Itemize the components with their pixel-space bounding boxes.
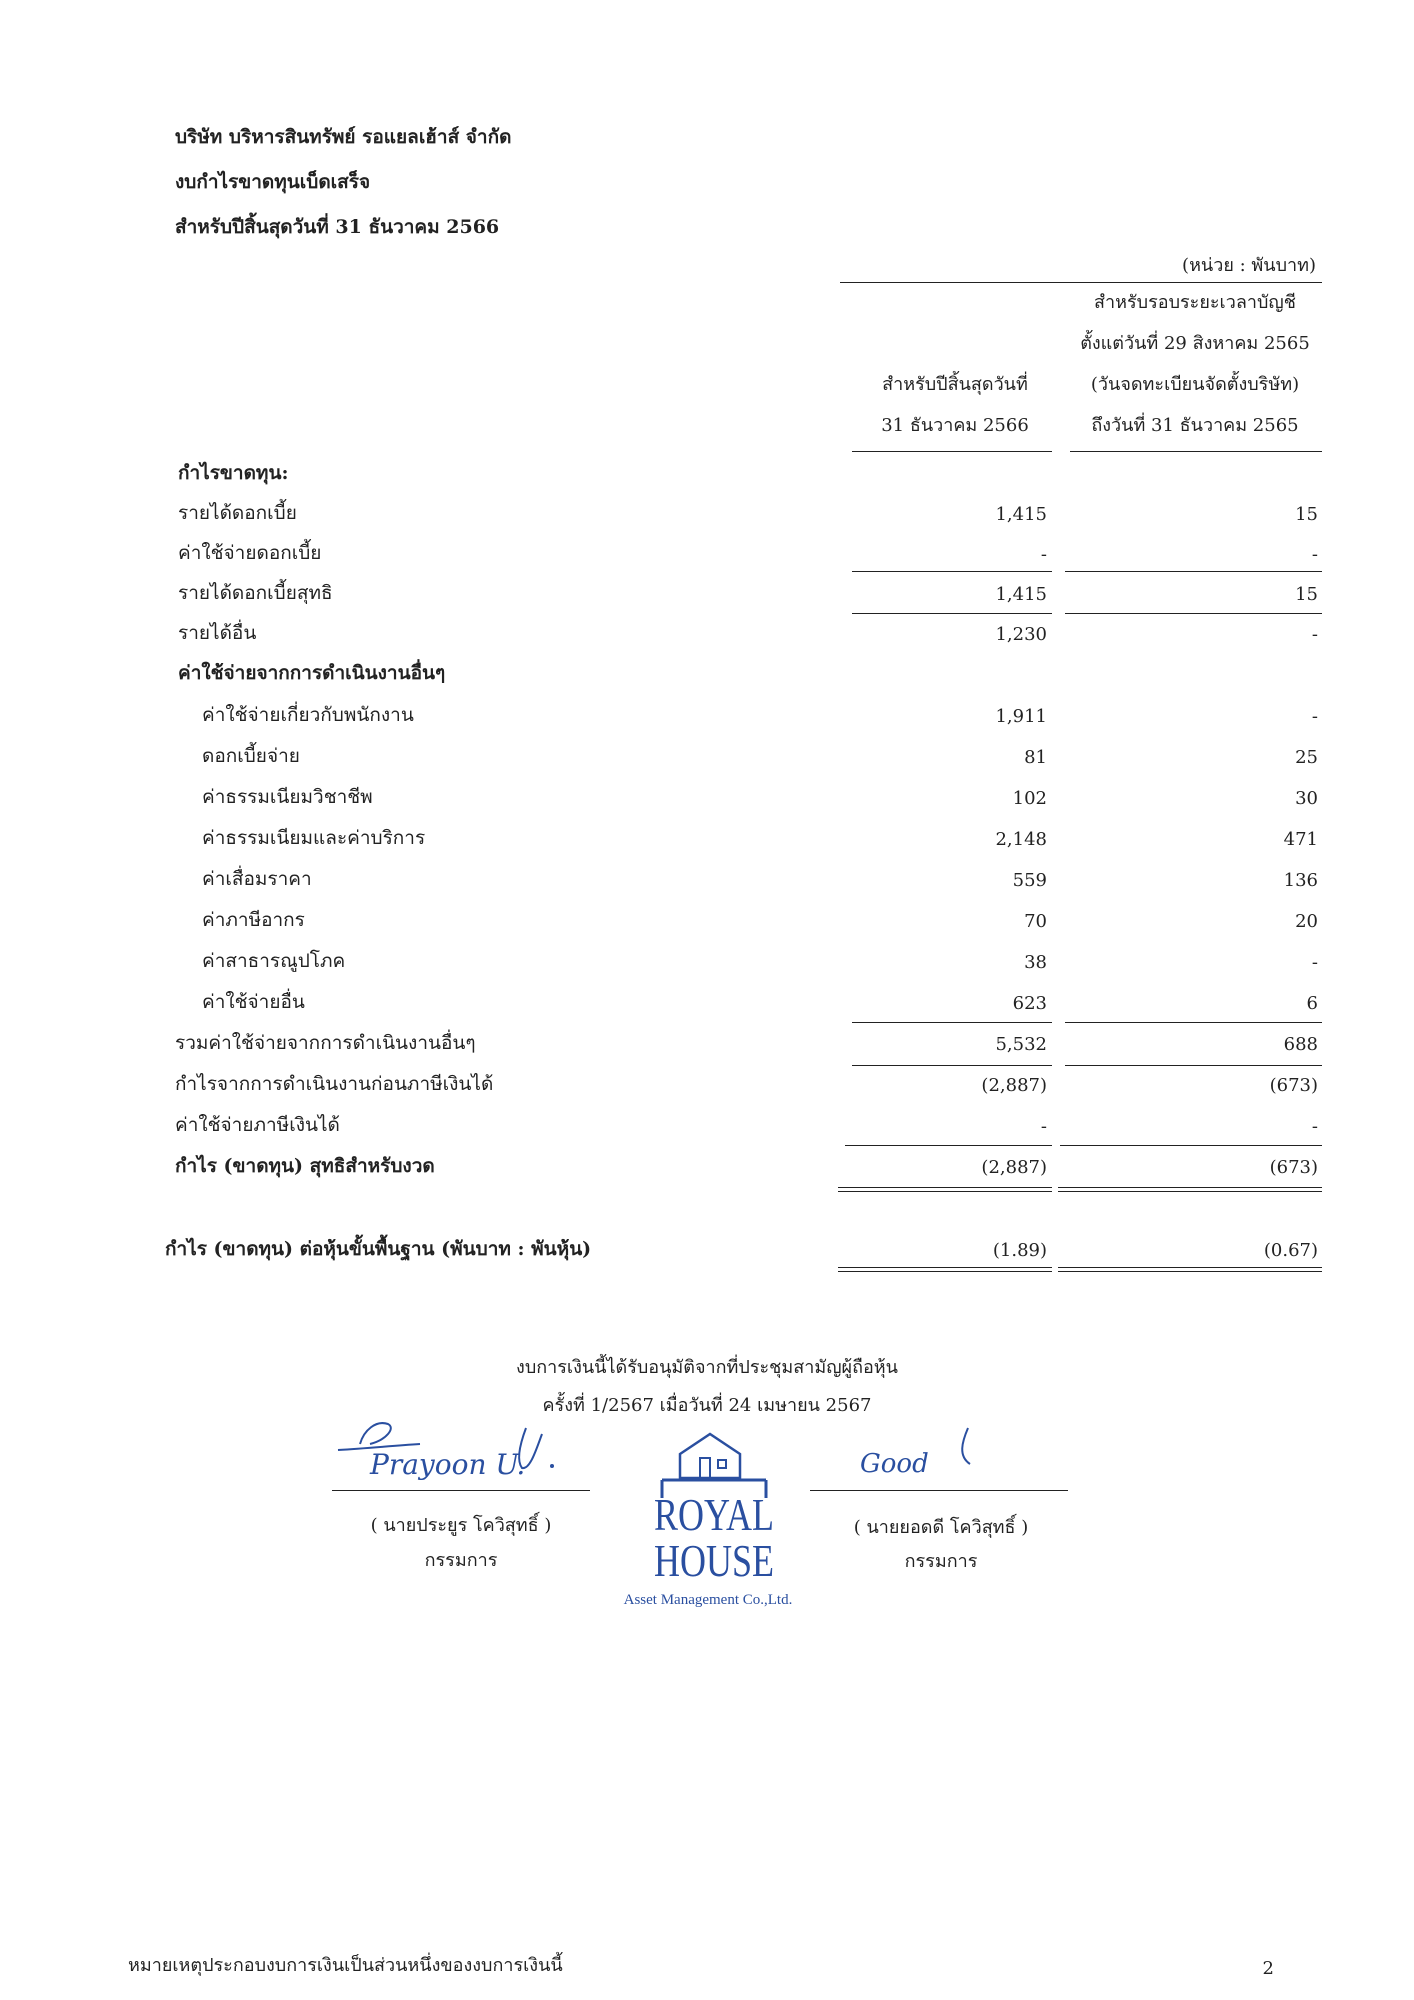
subtotal-rule <box>852 613 1052 614</box>
row-value-2566: 102 <box>1012 788 1047 809</box>
row-value-2565: - <box>1311 706 1318 727</box>
row-value-2565: - <box>1311 544 1318 565</box>
signature-left-title: กรรมการ <box>424 1550 498 1571</box>
statement-period: สำหรับปีสิ้นสุดวันที่ 31 ธันวาคม 2566 <box>175 216 500 238</box>
row-label: ค่าภาษีอากร <box>202 909 305 931</box>
row-profit-loss-heading <box>0 458 1414 498</box>
row-value-2566: - <box>1040 1116 1047 1137</box>
logo-line1: ROYAL <box>654 1489 774 1540</box>
row-label: รายได้ดอกเบี้ย <box>178 502 297 524</box>
row-value-2565: 25 <box>1295 747 1318 768</box>
signature-right <box>850 1420 1000 1490</box>
row-other-income <box>0 618 1414 658</box>
statement-title: งบกำไรขาดทุนเบ็ดเสร็จ <box>175 171 371 193</box>
subtotal-rule <box>852 1022 1052 1023</box>
company-name: บริษัท บริหารสินทรัพย์ รอแยลเฮ้าส์ จำกัด <box>175 126 512 148</box>
subtotal-rule <box>1065 1065 1322 1066</box>
row-value-2566: 1,415 <box>995 584 1047 605</box>
row-label: ค่าใช้จ่ายอื่น <box>202 991 305 1013</box>
row-label: ค่าธรรมเนียมวิชาชีพ <box>202 786 373 808</box>
row-value-2566: 2,148 <box>995 829 1047 850</box>
signature-left-name: ( นายประยูร โควิสุทธิ์ ) <box>370 1515 552 1536</box>
subtotal-rule <box>852 571 1052 572</box>
row-value-2565: - <box>1311 952 1318 973</box>
row-value-2566: 70 <box>1024 911 1047 932</box>
column-header-2-line1: สำหรับรอบระยะเวลาบัญชี <box>1094 292 1296 313</box>
row-value-2565: (0.67) <box>1263 1240 1318 1261</box>
signature-right-name: ( นายยอดดี โควิสุทธิ์ ) <box>853 1517 1029 1538</box>
row-interest-income <box>0 498 1414 538</box>
column-header-2-line3: (วันจดทะเบียนจัดตั้งบริษัท) <box>1090 374 1300 395</box>
row-value-2565: (673) <box>1269 1157 1318 1178</box>
row-label: ค่าเสื่อมราคา <box>202 868 312 890</box>
row-value-2565: - <box>1311 1116 1318 1137</box>
column-header-1-line1: สำหรับปีสิ้นสุดวันที่ <box>882 374 1028 395</box>
row-label: ค่าใช้จ่ายเกี่ยวกับพนักงาน <box>202 704 414 726</box>
eps-double-rule <box>1058 1267 1322 1272</box>
row-label: กำไรจากการดำเนินงานก่อนภาษีเงินได้ <box>175 1073 494 1095</box>
row-value-2565: 136 <box>1283 870 1318 891</box>
row-value-2566: - <box>1040 544 1047 565</box>
row-value-2566: 623 <box>1012 993 1047 1014</box>
column-header-1 <box>850 364 1060 446</box>
logo-line2: HOUSE <box>654 1535 774 1586</box>
row-value-2565: (673) <box>1269 1075 1318 1096</box>
row-value-2565: 30 <box>1295 788 1318 809</box>
row-income-tax-expense <box>0 1110 1414 1150</box>
row-value-2566: 5,532 <box>995 1034 1047 1055</box>
footer-note: หมายเหตุประกอบงบการเงินเป็นส่วนหนึ่งของงบการเงินนี้ <box>128 1955 563 1976</box>
row-label: รวมค่าใช้จ่ายจากการดำเนินงานอื่นๆ <box>175 1032 476 1054</box>
total-double-rule <box>1058 1187 1322 1192</box>
approval-line-2: ครั้งที่ 1/2567 เมื่อวันที่ 24 เมษายน 2567 <box>542 1395 872 1416</box>
row-value-2565: 471 <box>1283 829 1318 850</box>
column-header-2-line2: ตั้งแต่วันที่ 29 สิงหาคม 2565 <box>1080 333 1310 354</box>
row-value-2565: 688 <box>1283 1034 1318 1055</box>
row-interest-expense <box>0 538 1414 578</box>
total-double-rule <box>838 1187 1052 1192</box>
row-value-2566: (1.89) <box>992 1240 1047 1261</box>
row-label: กำไร (ขาดทุน) ต่อหุ้นขั้นพื้นฐาน (พันบาท : พันหุ้น) <box>165 1238 592 1260</box>
row-value-2566: 81 <box>1024 747 1047 768</box>
row-fees-and-services <box>0 823 1414 863</box>
row-value-2566: (2,887) <box>981 1075 1047 1096</box>
unit-label: (หน่วย : พันบาท) <box>1182 255 1316 276</box>
row-label: ค่าธรรมเนียมและค่าบริการ <box>202 827 426 849</box>
row-interest-paid <box>0 741 1414 781</box>
column-header-2 <box>1070 282 1320 446</box>
row-other-expenses <box>0 987 1414 1027</box>
row-other-operating-expenses-heading <box>0 658 1414 698</box>
signature-right-title: กรรมการ <box>904 1551 978 1572</box>
row-utilities <box>0 946 1414 986</box>
row-value-2565: 15 <box>1295 504 1318 525</box>
row-value-2566: 1,911 <box>995 706 1047 727</box>
column-header-1-line2: 31 ธันวาคม 2566 <box>881 415 1029 436</box>
row-value-2565: 15 <box>1295 584 1318 605</box>
row-label: กำไร (ขาดทุน) สุทธิสำหรับงวด <box>175 1155 435 1177</box>
row-net-interest-income <box>0 578 1414 618</box>
subtotal-rule <box>1065 571 1322 572</box>
subtotal-rule <box>1065 1022 1322 1023</box>
row-profit-before-tax <box>0 1069 1414 1109</box>
row-value-2565: - <box>1311 624 1318 645</box>
row-label: ค่าใช้จ่ายภาษีเงินได้ <box>175 1114 340 1136</box>
row-total-other-operating-expenses <box>0 1028 1414 1068</box>
company-logo <box>600 1418 820 1608</box>
row-value-2566: (2,887) <box>981 1157 1047 1178</box>
row-employee-expenses <box>0 700 1414 740</box>
column-header-2-line4: ถึงวันที่ 31 ธันวาคม 2565 <box>1091 415 1299 436</box>
subtotal-rule <box>1060 1145 1322 1146</box>
row-value-2565: 6 <box>1306 993 1318 1014</box>
signature-right-handwriting: Good <box>860 1449 929 1479</box>
signature-left <box>330 1410 600 1492</box>
row-label: ค่าสาธารณูปโภค <box>202 950 346 972</box>
row-depreciation <box>0 864 1414 904</box>
column-header-2-rule <box>1070 451 1322 452</box>
row-value-2566: 1,230 <box>995 624 1047 645</box>
signature-left-line <box>332 1490 590 1491</box>
subtotal-rule <box>852 1065 1052 1066</box>
logo-tagline: Asset Management Co.,Ltd. <box>623 1592 793 1608</box>
subtotal-rule <box>845 1145 1052 1146</box>
row-value-2566: 1,415 <box>995 504 1047 525</box>
row-label: รายได้ดอกเบี้ยสุทธิ <box>178 582 333 604</box>
row-value-2566: 38 <box>1024 952 1047 973</box>
row-taxes-and-duties <box>0 905 1414 945</box>
row-label: ดอกเบี้ยจ่าย <box>202 745 300 767</box>
subtotal-rule <box>1065 613 1322 614</box>
signature-left-handwriting: Prayoon U. <box>370 1448 526 1481</box>
row-value-2565: 20 <box>1295 911 1318 932</box>
row-net-profit-loss <box>0 1151 1414 1191</box>
column-header-1-rule <box>852 451 1052 452</box>
row-label: ค่าใช้จ่ายดอกเบี้ย <box>178 542 322 564</box>
approval-line-1: งบการเงินนี้ได้รับอนุมัติจากที่ประชุมสามัญผู้ถือหุ้น <box>516 1357 898 1378</box>
page-number: 2 <box>1262 1958 1274 1979</box>
signature-right-line <box>810 1490 1068 1491</box>
row-label: รายได้อื่น <box>178 622 257 644</box>
row-professional-fees <box>0 782 1414 822</box>
row-value-2566: 559 <box>1012 870 1047 891</box>
row-label: กำไรขาดทุน: <box>178 462 289 484</box>
eps-double-rule <box>838 1267 1052 1272</box>
row-label: ค่าใช้จ่ายจากการดำเนินงานอื่นๆ <box>178 662 446 684</box>
